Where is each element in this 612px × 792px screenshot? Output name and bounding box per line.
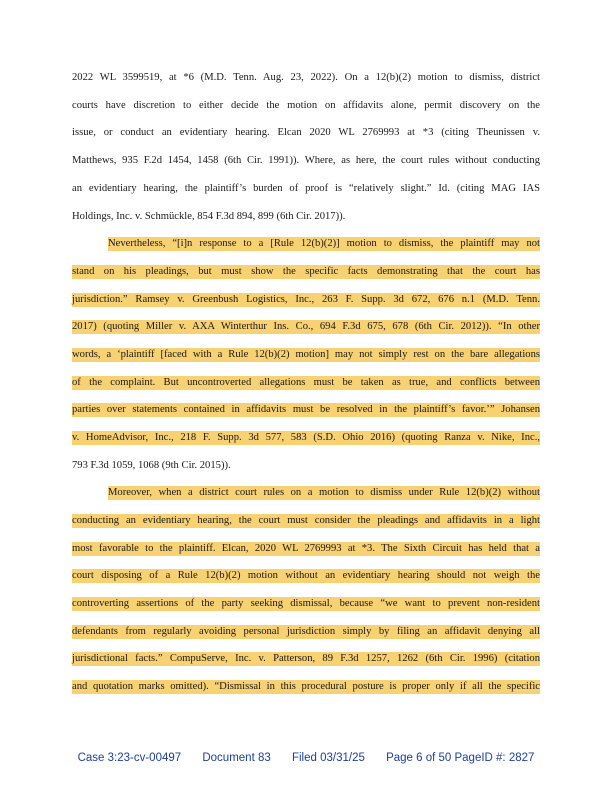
highlighted-text-line: most favorable to the plaintiff. Elcan, 2020 WL 2769993 at *3. The Sixth Circuit has held that a [72, 543, 540, 554]
case-number: Case 3:23-cv-00497 [77, 752, 182, 764]
highlighted-text-line: defendants from regularly avoiding personal jurisdiction simply by filing an affidavit denying all [72, 626, 540, 637]
highlighted-text-line: 2017) (quoting Miller v. AXA Winterthur Ins. Co., 694 F.3d 675, 678 (6th Cir. 2012)). “In other [72, 321, 540, 332]
highlighted-text-line: stand on his pleadings, but must show the specific facts demonstrating that the court has [72, 266, 540, 277]
text-line: courts have discretion to either decide the motion on affidavits alone, permit discovery on the [72, 100, 540, 111]
page-id: Page 6 of 50 PageID #: 2827 [386, 752, 535, 764]
highlighted-text-line: Nevertheless, “[i]n response to a [Rule 12(b)(2)] motion to dismiss, the plaintiff may not [108, 238, 540, 249]
document-footer [0, 752, 612, 764]
highlighted-text-line: parties over statements contained in affidavits must be resolved in the plaintiff’s favor.’” Johansen [72, 404, 540, 415]
document-number: Document 83 [202, 752, 271, 764]
highlighted-text-line: controverting assertions of the party seeking dismissal, because “we want to prevent non-resident [72, 598, 540, 609]
highlighted-text-line: v. HomeAdvisor, Inc., 218 F. Supp. 3d 577, 583 (S.D. Ohio 2016) (quoting Ranza v. Nike, Inc., [72, 432, 540, 443]
highlighted-text-line: court disposing of a Rule 12(b)(2) motion without an evidentiary hearing should not weigh the [72, 570, 540, 581]
text-line: 2022 WL 3599519, at *6 (M.D. Tenn. Aug. 23, 2022). On a 12(b)(2) motion to dismiss, district [72, 72, 540, 83]
text-line: an evidentiary hearing, the plaintiff’s burden of proof is “relatively slight.” Id. (citing MAG IAS [72, 183, 540, 194]
highlighted-text-line: conducting an evidentiary hearing, the court must consider the pleadings and affidavits in a light [72, 515, 540, 526]
text-line: Matthews, 935 F.2d 1454, 1458 (6th Cir. 1991)). Where, as here, the court rules without conducting [72, 155, 540, 166]
highlighted-text-line: jurisdictional facts.” CompuServe, Inc. v. Patterson, 89 F.3d 1257, 1262 (6th Cir. 1996) (citation [72, 653, 540, 664]
highlighted-text-line: jurisdiction.” Ramsey v. Greenbush Logistics, Inc., 263 F. Supp. 3d 672, 676 n.1 (M.D. Tenn. [72, 294, 540, 305]
highlighted-text-line: of the complaint. But uncontroverted allegations must be taken as true, and conflicts between [72, 377, 540, 388]
highlighted-text-line: and quotation marks omitted). “Dismissal in this procedural posture is proper only if all the specific [72, 681, 540, 692]
text-line: 793 F.3d 1059, 1068 (9th Cir. 2015)). [72, 460, 231, 471]
filed-date: Filed 03/31/25 [291, 752, 365, 764]
highlighted-text-line: Moreover, when a district court rules on a motion to dismiss under Rule 12(b)(2) without [108, 487, 540, 498]
text-line: Holdings, Inc. v. Schmückle, 854 F.3d 894, 899 (6th Cir. 2017)). [72, 211, 346, 222]
text-line: issue, or conduct an evidentiary hearing. Elcan 2020 WL 2769993 at *3 (citing Theunissen v. [72, 127, 540, 138]
highlighted-text-line: words, a ‘plaintiff [faced with a Rule 12(b)(2) motion] may not simply rest on the bare allegations [72, 349, 540, 360]
